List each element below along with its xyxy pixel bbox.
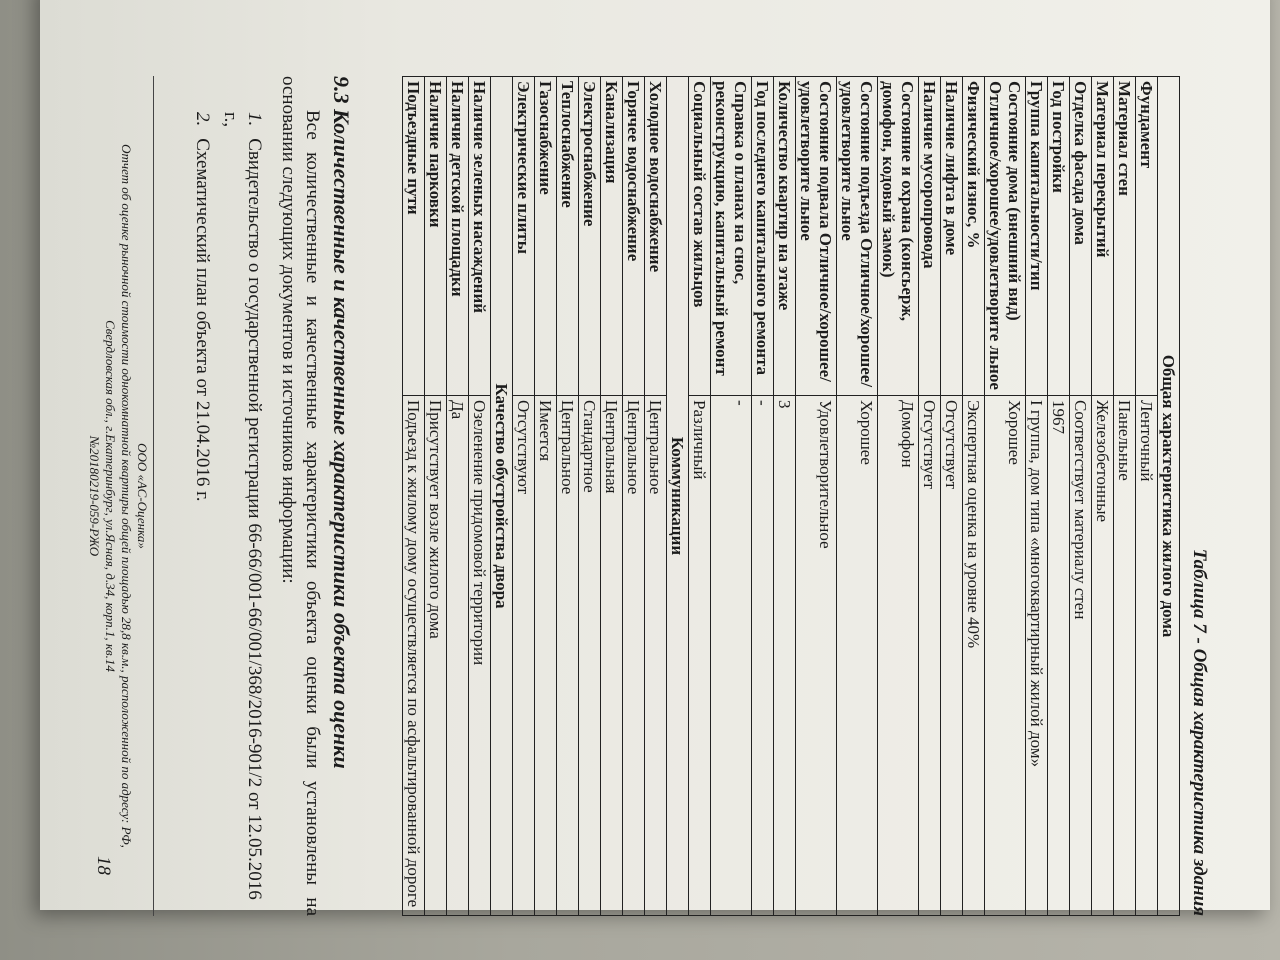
row-value: Центральная [601,396,623,916]
table-row [579,77,601,916]
section-title: Коммуникации [667,77,689,916]
table-row [985,77,1026,916]
table-row [1048,77,1070,916]
table-row [774,77,796,916]
table-section-header [667,77,689,916]
table-row [623,77,645,916]
row-label: Год последнего капитального ремонта [752,77,774,396]
row-label: Состояние дома (внешний вид) Отличное/хорошее/удовлетворите льное [985,77,1026,396]
row-label: Состояние и охрана (консьерж, домофон, кодовый замок) [878,77,919,396]
row-label: Наличие мусоропровода [919,77,941,396]
row-label: Состояние подъезда Отличное/хорошее/удовлетворите льное [837,77,878,396]
section-heading: 9.3 Количественные и качественные характеристики объекта оценки [329,76,354,769]
row-value: 3 [774,396,796,916]
footer-report-title: Отчет об оценке рыночной стоимости однокомнатной квартиры общей площадью 28,8 кв.м., расположенной по адресу: РФ, [119,144,134,848]
table-row [1070,77,1092,916]
row-label: Горячее водоснабжение [623,77,645,396]
row-value: Центральное [645,396,667,916]
row-label: Канализация [601,77,623,396]
source-item-1-text: Свидетельство о государственной регистрации 66-66/001-66/001/368/2016-901/2 от 12.05.2016 г., [220,112,265,900]
footer-divider [153,76,154,916]
row-label: Газоснабжение [535,77,557,396]
table-row [601,77,623,916]
row-label: Социальный состав жильцов [689,77,711,396]
table-caption: Таблица 7 - Общая характеристика здания [1189,548,1210,916]
row-value: - [752,396,774,916]
row-label: Подъездные пути [403,77,425,396]
page-number: 18 [93,856,114,875]
row-label: Год постройки [1048,77,1070,396]
row-value: Хорошее [985,396,1026,916]
row-label: Холодное водоснабжение [645,77,667,396]
row-label: Наличие парковки [425,77,447,396]
table-row [557,77,579,916]
row-label: Теплоснабжение [557,77,579,396]
table-row [752,77,774,916]
row-value: Стандартное [579,396,601,916]
table-row [1114,77,1136,916]
table-row [837,77,878,916]
row-value: Имеется [535,396,557,916]
row-label: Наличие зеленых насаждений [469,77,491,396]
source-item-2-text: Схематический план объекта от 21.04.2016 г. [192,138,213,502]
source-item-1-number: 1. [244,112,265,127]
row-value: Центральное [557,396,579,916]
row-label: Наличие лифта в доме [941,77,963,396]
row-label: Материал перекрытий [1092,77,1114,396]
row-value: Да [447,396,469,916]
table-row [425,77,447,916]
row-label: Количество квартир на этаже [774,77,796,396]
row-label: Фундамент [1136,77,1158,396]
row-value: Отсутствуют [513,396,535,916]
row-value: Подъезд к жилому дому осуществляется по асфальтированной дороге [403,396,425,916]
row-value: - [711,396,752,916]
row-value: Озеленение придомовой территории [469,396,491,916]
table-row [878,77,919,916]
source-item-2-number: 2. [192,112,213,127]
row-label: Наличие детской площадки [447,77,469,396]
table-row [403,77,425,916]
row-value: Присутствует возле жилого дома [425,396,447,916]
table-row [513,77,535,916]
row-value: Ленточный [1136,396,1158,916]
table-row [711,77,752,916]
table-section-header [1158,77,1180,916]
page-footer [86,76,150,916]
table-row [1092,77,1114,916]
row-value: Отсутствует [919,396,941,916]
building-characteristics-table [402,76,1180,916]
table-row [796,77,837,916]
section-title: Общая характеристика жилого дома [1158,77,1180,916]
table-row [1136,77,1158,916]
row-value: Отсутствует [941,396,963,916]
table-row [535,77,557,916]
row-value: I группа, дом типа «многоквартирный жилой дом» [1026,396,1048,916]
table-row [645,77,667,916]
table-row [941,77,963,916]
table-row [1026,77,1048,916]
row-label: Отделка фасада дома [1070,77,1092,396]
table-section-header [491,77,513,916]
row-label: Группа капитальности/тип [1026,77,1048,396]
source-item-2 [190,112,214,912]
table-row [919,77,941,916]
section-title: Качество обустройства двора [491,77,513,916]
table-row [963,77,985,916]
row-value: Удовлетворительное [796,396,837,916]
footer-address: Свердловская обл., г.Екатеринбург, ул.Ясная, д.34, корп.1, кв.14 [103,320,118,672]
row-label: Справка о планах на снос, реконструкцию, капитальный ремонт [711,77,752,396]
row-label: Электроснабжение [579,77,601,396]
source-item-1 [218,112,266,912]
footer-report-number: №20180219-059-РЖО [87,435,102,557]
row-value: Различный [689,396,711,916]
row-value: Домофон [878,396,919,916]
row-value: 1967 [1048,396,1070,916]
row-label: Электрические плиты [513,77,535,396]
row-label: Материал стен [1114,77,1136,396]
row-value: Экспертная оценка на уровне 40% [963,396,985,916]
table-row [469,77,491,916]
footer-company: ООО «АС-Оценка» [135,443,150,549]
row-value: Хорошее [837,396,878,916]
row-value: Панельные [1114,396,1136,916]
row-label: Состояние подвала Отличное/хорошее/удовлетворите льное [796,77,837,396]
intro-paragraph: Все количественные и качественные характеристики объекта оценки были установлены на основании следующих документов и источников информации: [278,76,323,916]
row-value: Соответствует материалу стен [1070,396,1092,916]
row-value: Центральное [623,396,645,916]
table-row [689,77,711,916]
table-row [447,77,469,916]
row-label: Физический износ, % [963,77,985,396]
row-value: Железобетонные [1092,396,1114,916]
document-page [64,76,1214,916]
